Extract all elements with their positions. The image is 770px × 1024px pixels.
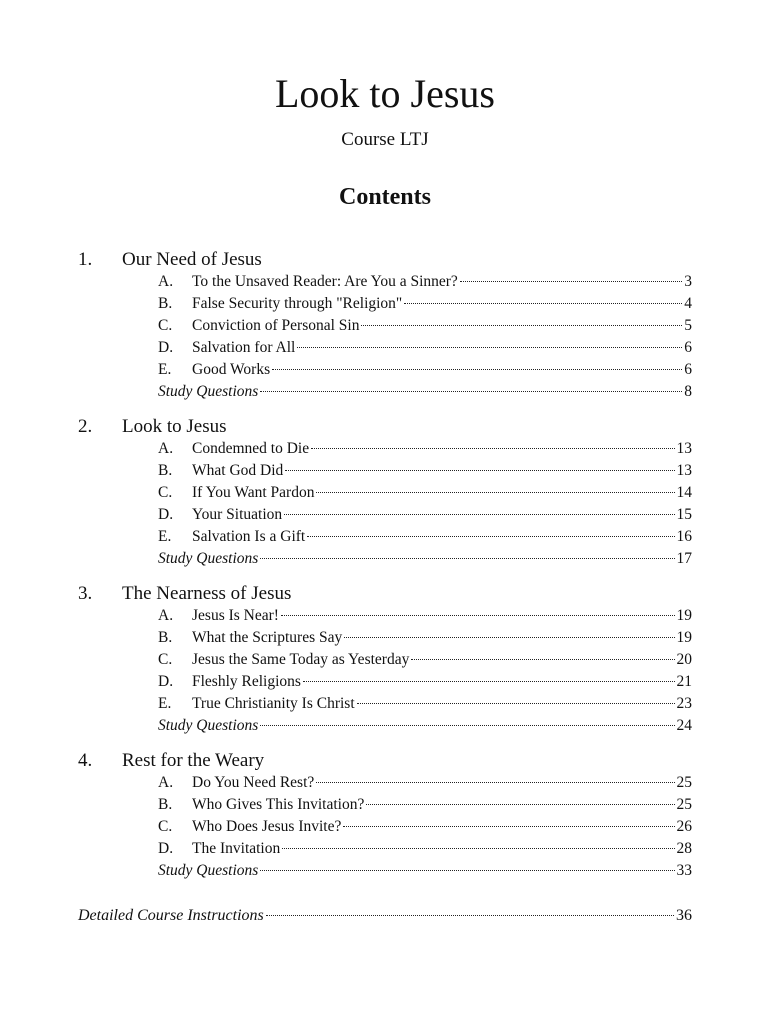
- entry-label: Jesus Is Near!: [192, 607, 279, 624]
- entry-page: 14: [676, 484, 692, 501]
- entry-page: 3: [684, 273, 692, 290]
- toc-entry[interactable]: [158, 293, 692, 314]
- chapter-3: [0, 581, 770, 734]
- entry-label: Conviction of Personal Sin: [192, 317, 360, 334]
- entry-page: 36: [676, 907, 692, 924]
- entry-page: 17: [676, 550, 692, 567]
- chapter-heading: [0, 247, 770, 273]
- entry-label: Salvation Is a Gift: [192, 528, 306, 545]
- chapter-title: Our Need of Jesus: [122, 249, 262, 270]
- entry-label: Good Works: [192, 361, 271, 378]
- entry-label: Who Gives This Invitation?: [192, 796, 365, 813]
- entry-letter: B.: [158, 462, 173, 479]
- entry-page: 25: [676, 796, 692, 813]
- entry-page: 5: [684, 317, 692, 334]
- dot-leader: [282, 848, 674, 849]
- entry-letter: E.: [158, 361, 172, 378]
- entry-label: Fleshly Religions: [192, 673, 301, 690]
- entry-label: If You Want Pardon: [192, 484, 315, 501]
- dot-leader: [366, 804, 674, 805]
- entry-page: 19: [676, 607, 692, 624]
- chapter-number: 4.: [78, 750, 93, 771]
- dot-leader: [344, 637, 674, 638]
- toc-entry[interactable]: [158, 271, 692, 292]
- chapter-title: Rest for the Weary: [122, 750, 265, 771]
- chapter-heading: [0, 581, 770, 607]
- entry-letter: A.: [158, 774, 174, 791]
- chapter-number: 1.: [78, 249, 93, 270]
- entry-page: 4: [684, 295, 692, 312]
- entry-letter: A.: [158, 273, 174, 290]
- toc-entry[interactable]: [158, 693, 692, 714]
- toc-entry-course-instructions[interactable]: [78, 905, 692, 927]
- entry-label: The Invitation: [192, 840, 281, 857]
- chapter-title: Look to Jesus: [122, 416, 227, 437]
- entry-label: Jesus the Same Today as Yesterday: [192, 651, 410, 668]
- entry-letter: A.: [158, 440, 174, 457]
- entry-page: 25: [676, 774, 692, 791]
- chapter-title: The Nearness of Jesus: [122, 583, 292, 604]
- entry-page: 28: [676, 840, 692, 857]
- entry-label: Study Questions: [158, 550, 259, 567]
- entry-page: 23: [676, 695, 692, 712]
- toc-entry-study-questions[interactable]: [158, 715, 692, 736]
- dot-leader: [266, 915, 674, 916]
- entry-label: Your Situation: [192, 506, 283, 523]
- entry-page: 13: [676, 462, 692, 479]
- dot-leader: [260, 391, 682, 392]
- toc-entry[interactable]: [158, 504, 692, 525]
- dot-leader: [260, 558, 674, 559]
- dot-leader: [281, 615, 675, 616]
- entry-label: What God Did: [192, 462, 284, 479]
- entry-page: 6: [684, 339, 692, 356]
- entry-letter: C.: [158, 484, 173, 501]
- entry-page: 16: [676, 528, 692, 545]
- entry-label: False Security through "Religion": [192, 295, 403, 312]
- dot-leader: [260, 725, 674, 726]
- entry-letter: D.: [158, 506, 174, 523]
- entry-page: 15: [676, 506, 692, 523]
- chapter-2: [0, 414, 770, 567]
- toc-entry-study-questions[interactable]: [158, 548, 692, 569]
- entry-label: Do You Need Rest?: [192, 774, 315, 791]
- toc-entry[interactable]: [158, 526, 692, 547]
- dot-leader: [307, 536, 674, 537]
- entry-letter: D.: [158, 339, 174, 356]
- entry-letter: D.: [158, 840, 174, 857]
- toc-entry[interactable]: [158, 482, 692, 503]
- entry-label: What the Scriptures Say: [192, 629, 343, 646]
- entry-label: To the Unsaved Reader: Are You a Sinner?: [192, 273, 458, 290]
- entry-label: Study Questions: [158, 383, 259, 400]
- entry-label: Study Questions: [158, 717, 259, 734]
- entry-page: 8: [684, 383, 692, 400]
- toc-entry[interactable]: [158, 460, 692, 481]
- entry-label: Salvation for All: [192, 339, 296, 356]
- entry-page: 19: [676, 629, 692, 646]
- dot-leader: [361, 325, 682, 326]
- dot-leader: [411, 659, 674, 660]
- dot-leader: [316, 782, 674, 783]
- entry-letter: E.: [158, 528, 172, 545]
- entry-page: 21: [676, 673, 692, 690]
- toc-entry[interactable]: [158, 671, 692, 692]
- entry-page: 24: [676, 717, 692, 734]
- chapter-number: 3.: [78, 583, 93, 604]
- dot-leader: [284, 514, 674, 515]
- toc-entry[interactable]: [158, 337, 692, 358]
- entry-label: True Christianity Is Christ: [192, 695, 355, 712]
- entry-letter: A.: [158, 607, 174, 624]
- dot-leader: [357, 703, 675, 704]
- dot-leader: [460, 281, 682, 282]
- toc-entry-study-questions[interactable]: [158, 860, 692, 881]
- toc-entry[interactable]: [158, 649, 692, 670]
- dot-leader: [316, 492, 674, 493]
- toc-entry[interactable]: [158, 816, 692, 837]
- contents-heading: Contents: [338, 184, 431, 210]
- entry-label: Study Questions: [158, 862, 259, 879]
- entry-page: 26: [676, 818, 692, 835]
- dot-leader: [303, 681, 675, 682]
- toc-entry[interactable]: [158, 438, 692, 459]
- toc-entry-study-questions[interactable]: [158, 381, 692, 402]
- chapter-4: [0, 748, 770, 879]
- entry-letter: B.: [158, 796, 173, 813]
- entry-page: 33: [676, 862, 692, 879]
- entry-page: 13: [676, 440, 692, 457]
- dot-leader: [343, 826, 674, 827]
- chapter-1: [0, 247, 770, 400]
- entry-letter: C.: [158, 651, 173, 668]
- entry-label: Condemned to Die: [192, 440, 310, 457]
- toc-entry[interactable]: [158, 772, 692, 793]
- toc-entry[interactable]: [158, 838, 692, 859]
- chapter-heading: [0, 414, 770, 440]
- dot-leader: [297, 347, 682, 348]
- toc-entry[interactable]: [158, 359, 692, 380]
- dot-leader: [260, 870, 674, 871]
- chapter-heading: [0, 748, 770, 774]
- dot-leader: [311, 448, 674, 449]
- entry-letter: E.: [158, 695, 172, 712]
- toc-entry[interactable]: [158, 627, 692, 648]
- entry-page: 20: [676, 651, 692, 668]
- document-title: Look to Jesus: [275, 71, 495, 116]
- dot-leader: [285, 470, 674, 471]
- entry-letter: D.: [158, 673, 174, 690]
- dot-leader: [404, 303, 682, 304]
- entry-label: Who Does Jesus Invite?: [192, 818, 342, 835]
- entry-letter: C.: [158, 818, 173, 835]
- entry-letter: B.: [158, 295, 173, 312]
- dot-leader: [272, 369, 682, 370]
- toc-entry[interactable]: [158, 794, 692, 815]
- entry-label: Detailed Course Instructions: [78, 907, 264, 924]
- entry-letter: B.: [158, 629, 173, 646]
- toc-entry[interactable]: [158, 605, 692, 626]
- entry-letter: C.: [158, 317, 173, 334]
- entry-page: 6: [684, 361, 692, 378]
- chapter-number: 2.: [78, 416, 93, 437]
- toc-entry[interactable]: [158, 315, 692, 336]
- course-code: Course LTJ: [341, 129, 429, 150]
